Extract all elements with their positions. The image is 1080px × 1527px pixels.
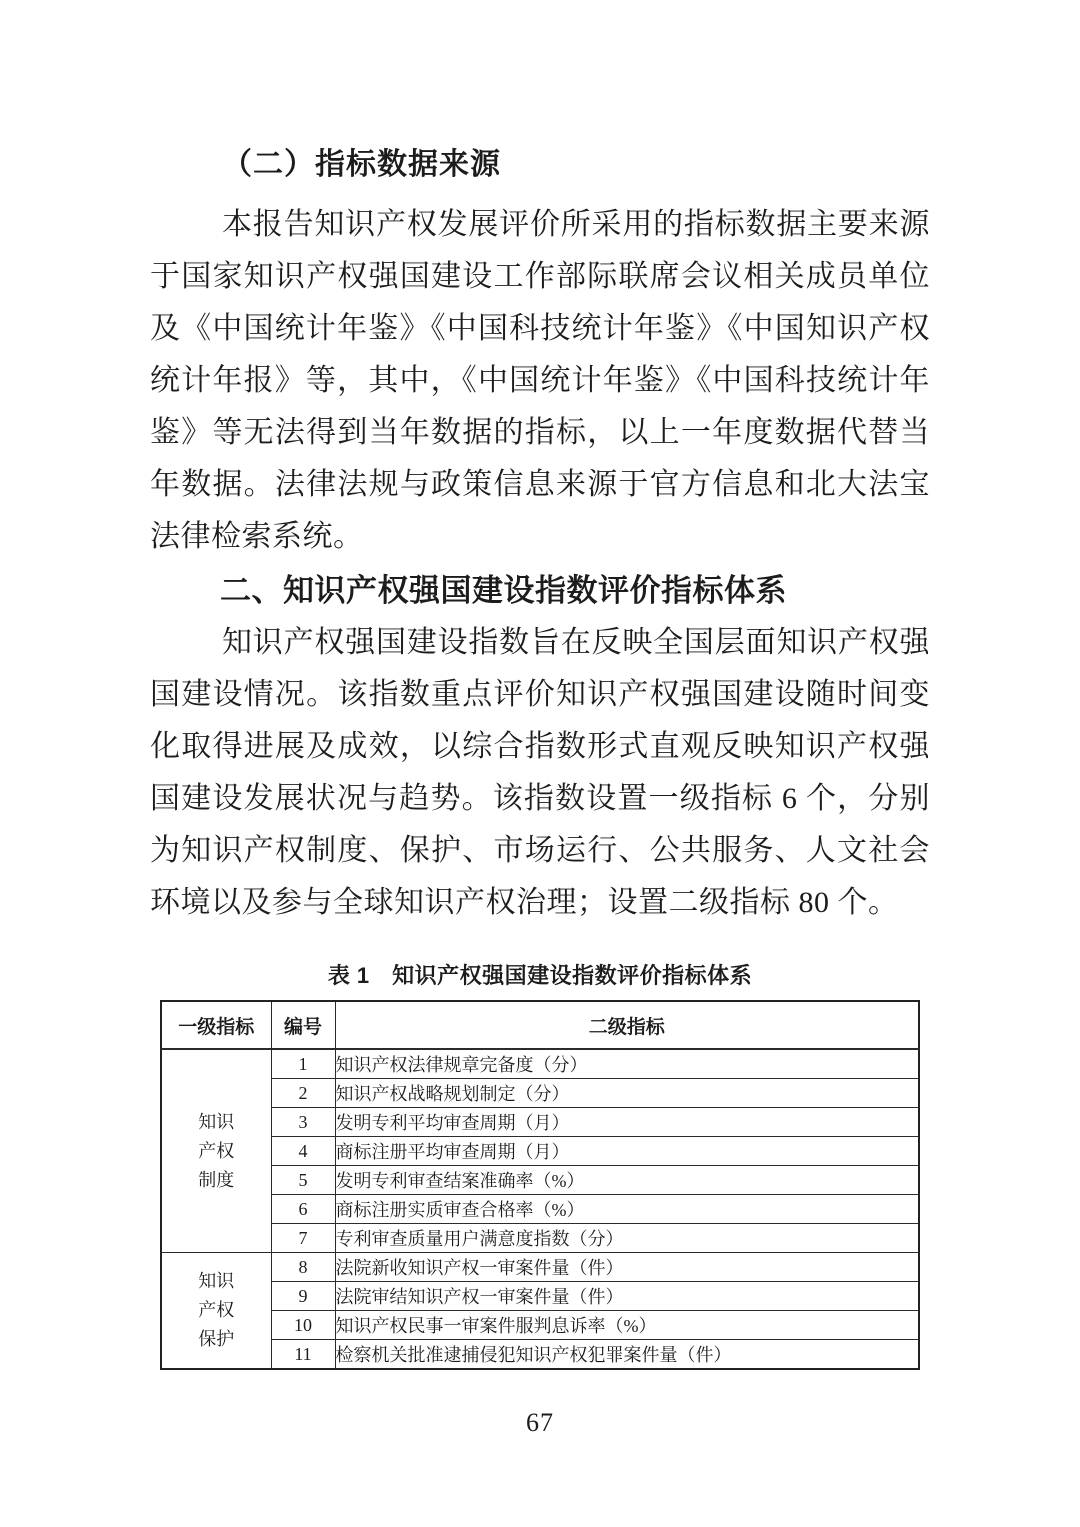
level2-indicator-cell: 发明专利平均审查周期（月） [335, 1108, 919, 1137]
indicator-number-cell: 3 [271, 1108, 335, 1137]
level1-indicator-line: 保护 [198, 1329, 235, 1349]
table-row [161, 1340, 919, 1370]
table-caption: 表 1 知识产权强国建设指数评价指标体系 [327, 963, 753, 988]
level2-indicator-cell: 知识产权法律规章完备度（分） [335, 1049, 919, 1079]
table-row [161, 1282, 919, 1311]
level2-indicator-cell: 检察机关批准逮捕侵犯知识产权犯罪案件量（件） [335, 1340, 919, 1370]
page-number: 67 [526, 1408, 554, 1437]
indicator-number-cell: 4 [271, 1137, 335, 1166]
indicator-number-cell: 11 [271, 1340, 335, 1370]
table-row [161, 1195, 919, 1224]
level1-indicator-cell [161, 1049, 271, 1253]
level1-indicator-line: 产权 [198, 1300, 235, 1320]
level2-indicator-cell: 知识产权民事一审案件服判息诉率（%） [335, 1311, 919, 1340]
indicator-number-cell: 8 [271, 1253, 335, 1282]
paragraph-data-source: 本报告知识产权发展评价所采用的指标数据主要来源于国家知识产权强国建设工作部际联席会议相关成员单位及《中国统计年鉴》《中国科技统计年鉴》《中国知识产权统计年报》等，其中，《中国统计年鉴》《中国科技统计年鉴》等无法得到当年数据的指标，以上一年度数据代替当年数据。法律法规与政策信息来源于官方信息和北大法宝法律检索系统。 [150, 208, 930, 553]
table-row [161, 1079, 919, 1108]
table-row [161, 1166, 919, 1195]
level2-indicator-cell: 专利审查质量用户满意度指数（分） [335, 1224, 919, 1253]
table-header-row [161, 1001, 919, 1049]
indicator-number-cell: 7 [271, 1224, 335, 1253]
col-header-level1-indicator: 一级指标 [161, 1001, 271, 1049]
level1-indicator-cell [161, 1253, 271, 1370]
indicator-number-cell: 6 [271, 1195, 335, 1224]
level1-indicator-line: 产权 [198, 1140, 235, 1161]
indicator-number-cell: 10 [271, 1311, 335, 1340]
paragraph-index-system: 知识产权强国建设指数旨在反映全国层面知识产权强国建设情况。该指数重点评价知识产权强国建设随时间变化取得进展及成效，以综合指数形式直观反映知识产权强国建设发展状况与趋势。该指数设置一级指标 6 个，分别为知识产权制度、保护、市场运行、公共服务、人文社会环境以及参与全球知识产权治理；设置二级指标 80 个。 [150, 626, 930, 919]
indicator-number-cell: 5 [271, 1166, 335, 1195]
col-header-number: 编号 [271, 1001, 335, 1049]
level2-indicator-cell: 法院新收知识产权一审案件量（件） [335, 1253, 919, 1282]
table-row [161, 1224, 919, 1253]
level1-indicator-line: 知识 [198, 1271, 235, 1291]
level1-indicator-line: 制度 [198, 1169, 235, 1190]
indicator-number-cell: 9 [271, 1282, 335, 1311]
indicator-table-body [161, 1049, 919, 1369]
table-row [161, 1253, 919, 1282]
page-content [150, 0, 930, 1438]
table-row [161, 1311, 919, 1340]
indicator-number-cell: 2 [271, 1079, 335, 1108]
level2-indicator-cell: 知识产权战略规划制定（分） [335, 1079, 919, 1108]
level2-indicator-cell: 商标注册平均审查周期（月） [335, 1137, 919, 1166]
table-row [161, 1049, 919, 1079]
indicator-number-cell: 1 [271, 1049, 335, 1079]
level1-indicator-line: 知识 [198, 1111, 235, 1132]
section-heading-index-system: 二、知识产权强国建设指数评价指标体系 [220, 573, 787, 608]
indicator-table [160, 1000, 920, 1370]
level2-indicator-cell: 发明专利审查结案准确率（%） [335, 1166, 919, 1195]
table-row [161, 1137, 919, 1166]
col-header-level2-indicator: 二级指标 [335, 1001, 919, 1049]
table-row [161, 1108, 919, 1137]
level2-indicator-cell: 商标注册实质审查合格率（%） [335, 1195, 919, 1224]
level2-indicator-cell: 法院审结知识产权一审案件量（件） [335, 1282, 919, 1311]
section-heading-data-source: （二）指标数据来源 [222, 148, 501, 181]
